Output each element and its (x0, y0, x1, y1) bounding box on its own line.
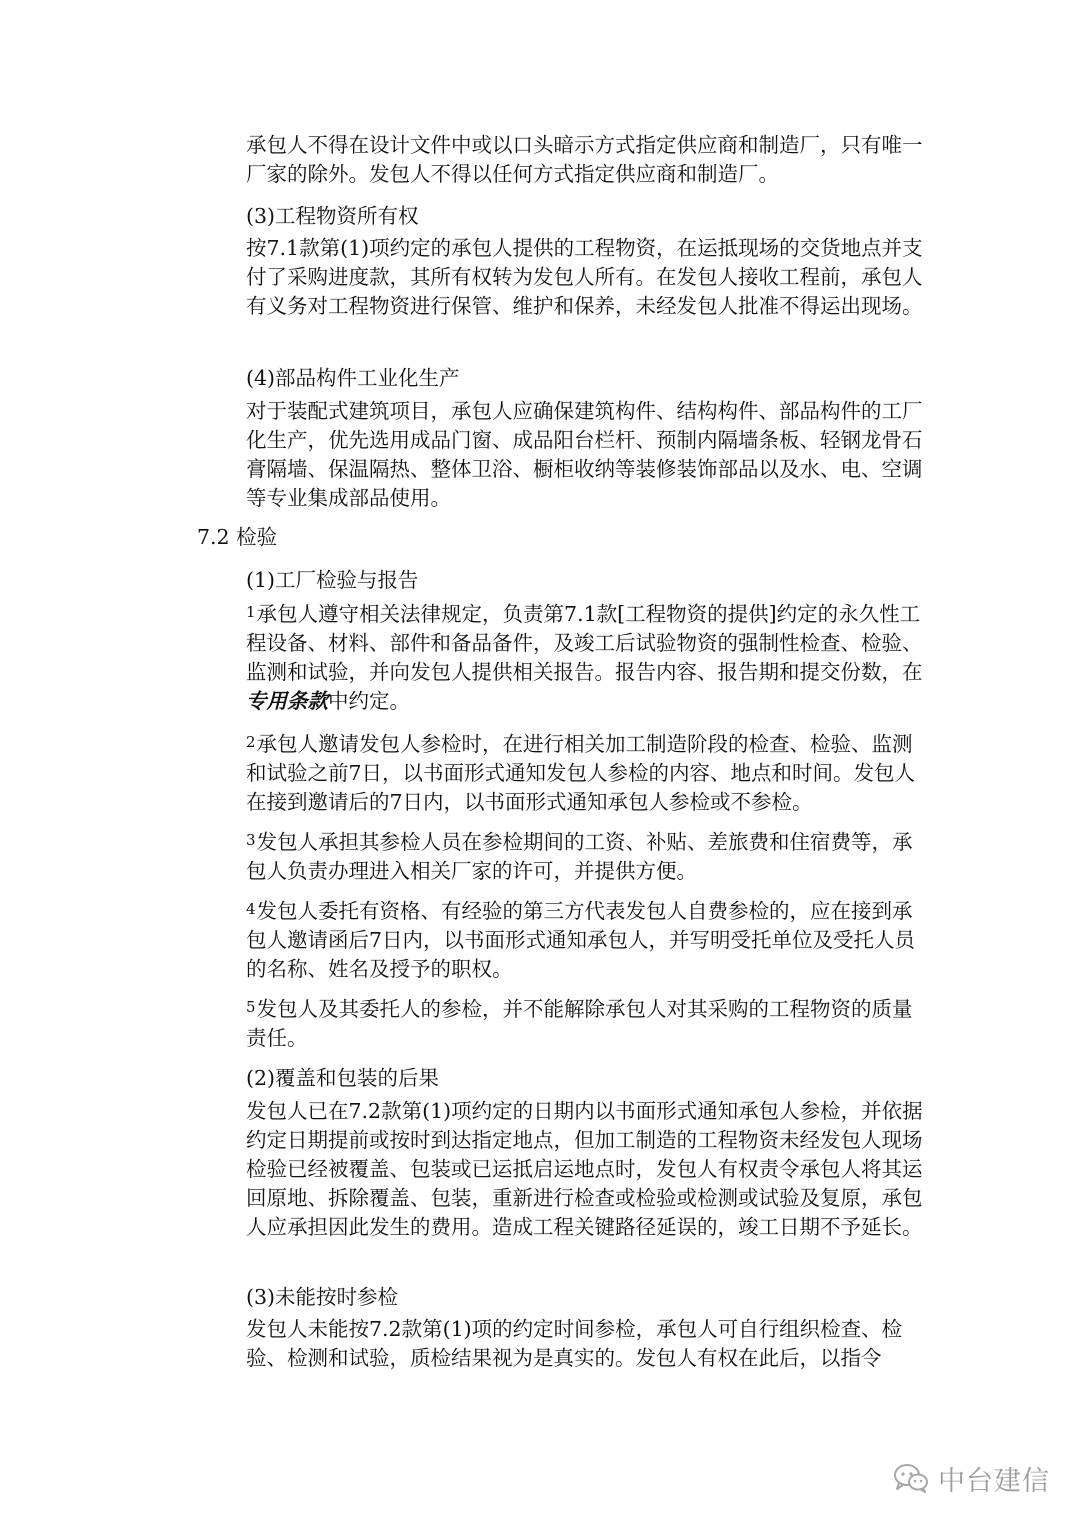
item-text: 发包人委托有资格、有经验的第三方代表发包人自费参检的，应在接到承包人邀请函后7日内，以书面形式通知承包人，并写明受托单位及受托人员的名称、姓名及授予的职权。 (246, 899, 916, 981)
item-text: 承包人遵守相关法律规定，负责第7.1款[工程物资的提供]约定的永久性工程设备、材料、部件和备品备件，及竣工后试验物资的强制性检查、检验、监测和试验，并向发包人提供相关报告。报告内容、报告期和提交份数，在 (246, 602, 923, 684)
watermark-text: 中台建信 (938, 1465, 1050, 1497)
heading-material-ownership: (3)工程物资所有权 (246, 204, 419, 228)
paragraph-industrial-production: 对于装配式建筑项目，承包人应确保建筑构件、结构构件、部品构件的工厂化生产，优先选用成品门窗、成品阳台栏杆、预制内隔墙条板、轻钢龙骨石膏隔墙、保温隔热、整体卫浴、橱柜收纳等装修装饰部品以及水、电、空调等专业集成部品使用。 (246, 399, 923, 510)
item-text: 发包人承担其参检人员在参检期间的工资、补贴、差旅费和住宿费等，承包人负责办理进入相关厂家的许可，并提供方便。 (246, 830, 913, 883)
special-clause-emphasis: 专用条款 (246, 689, 328, 713)
item-text: 发包人及其委托人的参检，并不能解除承包人对其采购的工程物资的质量责任。 (246, 997, 913, 1050)
item-number: 1 (246, 603, 256, 621)
item-number: 2 (246, 733, 256, 751)
item-text-end: 中约定。 (328, 689, 410, 713)
heading-industrial-production: (4)部品构件工业化生产 (246, 366, 460, 390)
paragraph-supplier-designation: 承包人不得在设计文件中或以口头暗示方式指定供应商和制造厂，只有唯一厂家的除外。发包人不得以任何方式指定供应商和制造厂。 (246, 133, 923, 186)
item-number: 3 (246, 831, 256, 849)
watermark (892, 1458, 1050, 1498)
heading-factory-inspection: (1)工厂检验与报告 (246, 568, 419, 592)
item-text: 承包人邀请发包人参检时，在进行相关加工制造阶段的检查、检验、监测和试验之前7日，以书面形式通知发包人参检的内容、地点和时间。发包人在接到邀请后的7日内，以书面形式通知承包人参检或不参检。 (246, 732, 916, 814)
inspection-item-2 (246, 728, 926, 817)
inspection-item-4 (246, 895, 926, 984)
paragraph-absent-inspection: 发包人未能按7.2款第(1)项的约定时间参检，承包人可自行组织检查、检验、检测和试验，质检结果视为是真实的。发包人有权在此后，以指令 (246, 1317, 903, 1370)
wechat-icon (892, 1462, 930, 1494)
item-number: 5 (246, 998, 256, 1016)
inspection-item-1 (246, 598, 926, 716)
heading-cover-consequence: (2)覆盖和包装的后果 (246, 1066, 440, 1090)
heading-absent-inspection: (3)未能按时参检 (246, 1285, 399, 1309)
paragraph-material-ownership: 按7.1款第(1)项约定的承包人提供的工程物资，在运抵现场的交货地点并支付了采购进度款，其所有权转为发包人所有。在发包人接收工程前，承包人有义务对工程物资进行保管、维护和保养，未经发包人批准不得运出现场。 (246, 236, 923, 318)
inspection-item-5 (246, 993, 926, 1053)
inspection-item-3 (246, 826, 926, 886)
paragraph-cover-consequence: 发包人已在7.2款第(1)项约定的日期内以书面形式通知承包人参检，并依据约定日期提前或按时到达指定地点，但加工制造的工程物资未经发包人现场检验已经被覆盖、包装或已运抵启运地点时，发包人有权责令承包人将其运回原地、拆除覆盖、包装，重新进行检查或检验或检测或试验及复原，承包人应承担因此发生的费用。造成工程关键路径延误的，竣工日期不予延长。 (246, 1099, 923, 1239)
section-heading-inspection: 7.2 检验 (197, 525, 278, 549)
item-number: 4 (246, 900, 256, 918)
